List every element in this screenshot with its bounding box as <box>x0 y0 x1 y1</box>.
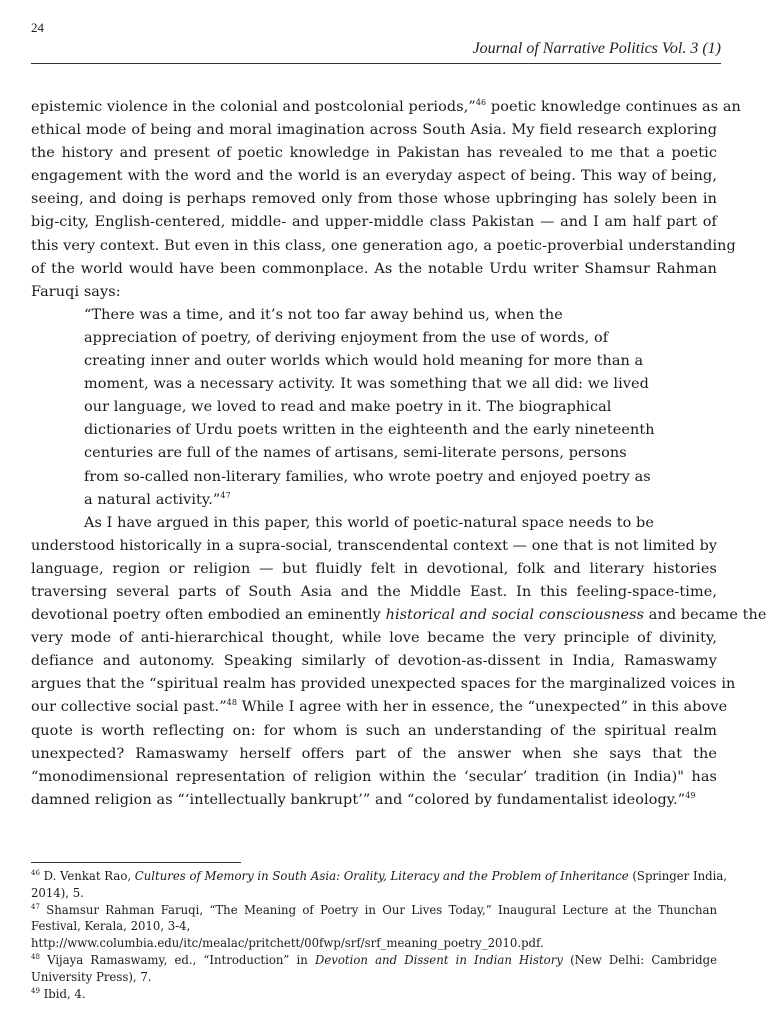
body-line: big-city, English-centered, middle- and upper-middle class Pakistan — and I am half part of <box>31 214 717 231</box>
running-header: Journal of Narrative Politics Vol. 3 (1) <box>472 40 721 57</box>
body-text <box>31 96 766 812</box>
footnote-48-cont: University Press), 7. <box>31 969 152 984</box>
body-line: “monodimensional representation of religion within the ‘secular’ tradition (in India)" has <box>31 768 717 785</box>
footnote-49: $^{49}$ Ibid, 4. <box>31 986 86 1001</box>
body-line: this very context. But even in this class, one generation ago, a poetic-proverbial understanding <box>31 237 736 254</box>
quote-line: “There was a time, and it’s not too far away behind us, when the <box>84 306 563 323</box>
body-line: language, region or religion — but fluidly felt in devotional, folk and literary histories <box>31 560 717 577</box>
body-line: Faruqi says: <box>31 283 121 300</box>
footnote-46-cont: 2014), 5. <box>31 885 84 900</box>
quote-line: a natural activity.”$^{47}$ <box>84 490 231 508</box>
body-line: defiance and autonomy. Speaking similarly of devotion-as-dissent in India, Ramaswamy <box>31 653 717 670</box>
footnote-46: $^{46}$ D. Venkat Rao, Cultures of Memory in South Asia: Orality, Literacy and the Problem of Inheritance (Springer India, <box>31 869 728 883</box>
footnote-ref-47[interactable]: 47 <box>220 490 231 500</box>
footnotes <box>31 868 728 1002</box>
body-line: our collective social past.”$^{48}$ While I agree with her in essence, the “unexpected” in this above <box>31 698 728 716</box>
quote-line: moment, was a necessary activity. It was something that we all did: we lived <box>84 376 649 393</box>
block-quote <box>31 304 717 512</box>
quote-line: centuries are full of the names of artisans, semi-literate persons, persons <box>84 445 627 462</box>
body-line: epistemic violence in the colonial and postcolonial periods,”$^{46}$ poetic knowledge continues as an <box>31 98 741 115</box>
body-line: the history and present of poetic knowledge in Pakistan has revealed to me that a poetic <box>31 145 717 162</box>
body-line: unexpected? Ramaswamy herself offers part of the answer when she says that the <box>31 745 717 762</box>
body-line: engagement with the word and the world is an everyday aspect of being. This way of being, <box>31 168 717 185</box>
footnote-rule <box>31 862 241 863</box>
footnote-47-link[interactable]: http://www.columbia.edu/itc/mealac/pritchett/00fwp/srf/srf_meaning_poetry_2010.pdf. <box>31 936 544 951</box>
quote-line: from so-called non-literary families, who wrote poetry and enjoyed poetry as <box>84 468 651 485</box>
footnote-47-cont: Festival, Kerala, 2010, 3-4, <box>31 919 191 934</box>
body-line: argues that the “spiritual realm has provided unexpected spaces for the marginalized voices in <box>31 676 736 693</box>
quote-line: our language, we loved to read and make poetry in it. The biographical <box>84 399 612 416</box>
footnote-48: $^{48}$ Vijaya Ramaswamy, ed., “Introduction” in Devotion and Dissent in Indian History (New Delhi: Cambridge <box>31 952 717 967</box>
body-line: understood historically in a supra-social, transcendental context — one that is not limited by <box>31 537 718 554</box>
body-line: of the world would have been commonplace. As the notable Urdu writer Shamsur Rahman <box>31 260 717 277</box>
body-line: seeing, and doing is perhaps removed only from those whose upbringing has solely been in <box>31 191 717 208</box>
quote-line: creating inner and outer worlds which would hold meaning for more than a <box>84 353 644 370</box>
quote-line: appreciation of poetry, of deriving enjoyment from the use of words, of <box>84 329 609 346</box>
body-line: very mode of anti-hierarchical thought, while love became the very principle of divinity, <box>31 630 717 647</box>
body-line: devotional poetry often embodied an eminently historical and social consciousness and became the <box>31 607 766 624</box>
header-rule <box>31 63 721 64</box>
body-line: traversing several parts of South Asia and the Middle East. In this feeling-space-time, <box>31 583 717 600</box>
page-number: 24 <box>31 20 44 35</box>
footnote-ref-46[interactable]: 46 <box>475 98 487 108</box>
body-line: damned religion as “‘intellectually bankrupt’” and “colored by fundamentalist ideology.”$^{49}$ <box>31 791 696 808</box>
footnote-47: $^{47}$ Shamsur Rahman Faruqi, “The Meaning of Poetry in Our Lives Today,” Inaugural Lecture at the Thunchan <box>31 902 717 917</box>
body-line: quote is worth reflecting on: for whom is such an understanding of the spiritual realm <box>31 722 717 739</box>
footnote-ref-49[interactable]: 49 <box>685 791 696 801</box>
body-line: ethical mode of being and moral imagination across South Asia. My field research exploring <box>31 122 717 139</box>
footnote-ref-48[interactable]: 48 <box>226 698 238 708</box>
body-line: As I have argued in this paper, this world of poetic-natural space needs to be <box>84 514 654 531</box>
quote-line: dictionaries of Urdu poets written in the eighteenth and the early nineteenth <box>84 422 655 439</box>
emphasis: historical and social consciousness <box>385 607 645 624</box>
